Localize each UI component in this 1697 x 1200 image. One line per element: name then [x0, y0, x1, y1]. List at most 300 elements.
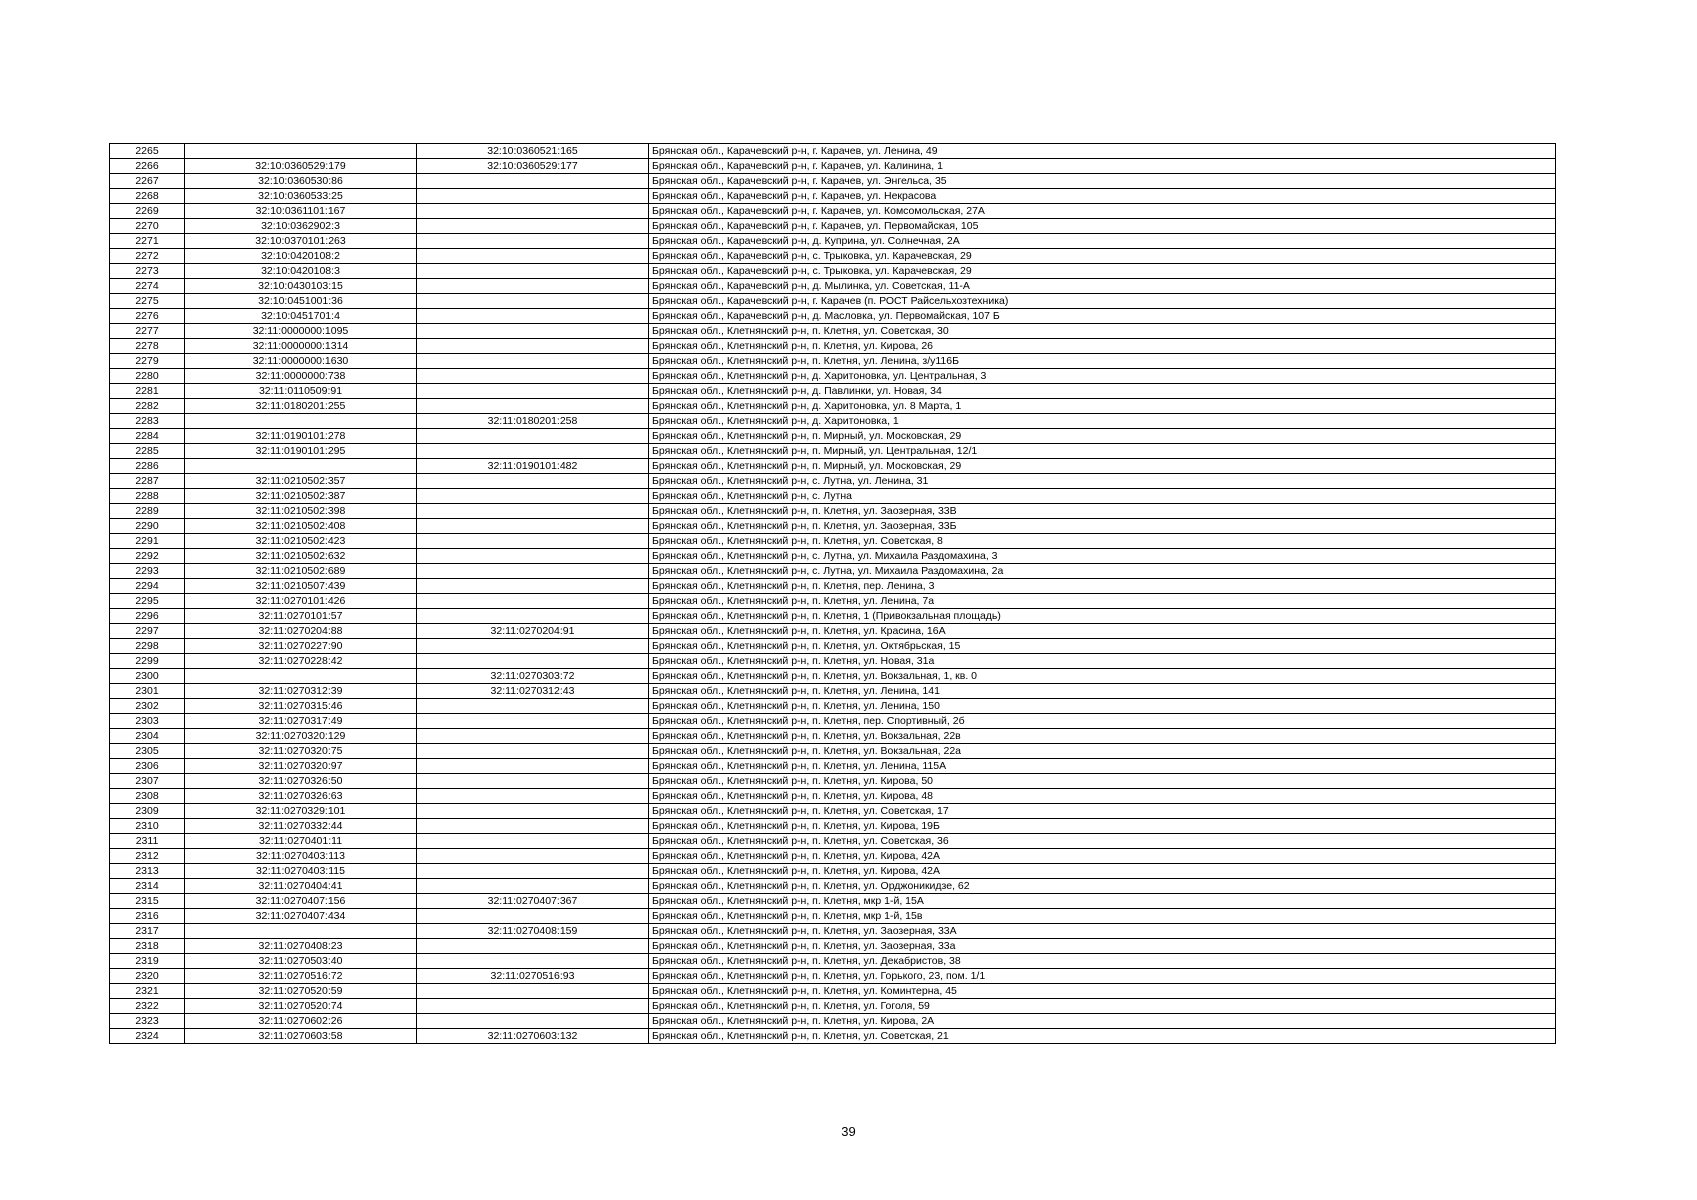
land-cadastral-number-cell: 32:11:0210502:408 — [185, 519, 417, 534]
row-number-cell: 2272 — [110, 249, 185, 264]
table-row — [110, 819, 1556, 834]
row-number-cell: 2276 — [110, 309, 185, 324]
land-cadastral-number-cell: 32:11:0270332:44 — [185, 819, 417, 834]
address-cell: Брянская обл., Карачевский р-н, г. Карачев, ул. Комсомольская, 27А — [649, 204, 1556, 219]
row-number-cell: 2302 — [110, 699, 185, 714]
building-cadastral-number-cell — [417, 639, 649, 654]
table-row — [110, 249, 1556, 264]
row-number-cell: 2280 — [110, 369, 185, 384]
address-cell: Брянская обл., Клетнянский р-н, п. Клетня, ул. Ленина, 141 — [649, 684, 1556, 699]
table-row — [110, 309, 1556, 324]
row-number-cell: 2283 — [110, 414, 185, 429]
land-cadastral-number-cell: 32:11:0270317:49 — [185, 714, 417, 729]
table-row — [110, 459, 1556, 474]
table-row — [110, 1014, 1556, 1029]
table-row — [110, 789, 1556, 804]
table-row — [110, 684, 1556, 699]
address-cell: Брянская обл., Клетнянский р-н, п. Клетня, ул. Орджоникидзе, 62 — [649, 879, 1556, 894]
table-row — [110, 654, 1556, 669]
table-row — [110, 264, 1556, 279]
table-row — [110, 834, 1556, 849]
land-cadastral-number-cell: 32:10:0361101:167 — [185, 204, 417, 219]
table-row — [110, 219, 1556, 234]
building-cadastral-number-cell — [417, 549, 649, 564]
row-number-cell: 2278 — [110, 339, 185, 354]
land-cadastral-number-cell: 32:11:0270101:426 — [185, 594, 417, 609]
table-row — [110, 189, 1556, 204]
address-cell: Брянская обл., Клетнянский р-н, п. Клетня, ул. Кирова, 42А — [649, 864, 1556, 879]
building-cadastral-number-cell — [417, 519, 649, 534]
land-cadastral-number-cell: 32:11:0270404:41 — [185, 879, 417, 894]
row-number-cell: 2316 — [110, 909, 185, 924]
building-cadastral-number-cell — [417, 204, 649, 219]
address-cell: Брянская обл., Клетнянский р-н, п. Клетня, ул. Кирова, 26 — [649, 339, 1556, 354]
row-number-cell: 2315 — [110, 894, 185, 909]
row-number-cell: 2286 — [110, 459, 185, 474]
address-cell: Брянская обл., Клетнянский р-н, п. Клетня, ул. Горького, 23, пом. 1/1 — [649, 969, 1556, 984]
row-number-cell: 2285 — [110, 444, 185, 459]
land-cadastral-number-cell: 32:11:0270403:115 — [185, 864, 417, 879]
building-cadastral-number-cell — [417, 759, 649, 774]
land-cadastral-number-cell: 32:11:0180201:255 — [185, 399, 417, 414]
address-cell: Брянская обл., Клетнянский р-н, д. Харитоновка, 1 — [649, 414, 1556, 429]
row-number-cell: 2271 — [110, 234, 185, 249]
table-row — [110, 549, 1556, 564]
building-cadastral-number-cell: 32:10:0360521:165 — [417, 144, 649, 159]
table-row — [110, 444, 1556, 459]
building-cadastral-number-cell — [417, 429, 649, 444]
table-row — [110, 864, 1556, 879]
land-cadastral-number-cell: 32:10:0451701:4 — [185, 309, 417, 324]
address-cell: Брянская обл., Клетнянский р-н, п. Клетня, ул. Кирова, 48 — [649, 789, 1556, 804]
building-cadastral-number-cell — [417, 744, 649, 759]
address-cell: Брянская обл., Клетнянский р-н, п. Мирный, ул. Центральная, 12/1 — [649, 444, 1556, 459]
table-row — [110, 489, 1556, 504]
building-cadastral-number-cell — [417, 534, 649, 549]
address-cell: Брянская обл., Карачевский р-н, г. Карачев (п. РОСТ Райсельхозтехника) — [649, 294, 1556, 309]
row-number-cell: 2314 — [110, 879, 185, 894]
row-number-cell: 2293 — [110, 564, 185, 579]
land-cadastral-number-cell: 32:10:0420108:3 — [185, 264, 417, 279]
building-cadastral-number-cell: 32:11:0270303:72 — [417, 669, 649, 684]
building-cadastral-number-cell — [417, 339, 649, 354]
address-cell: Брянская обл., Карачевский р-н, д. Мылинка, ул. Советская, 11-А — [649, 279, 1556, 294]
address-cell: Брянская обл., Клетнянский р-н, п. Клетня, мкр 1-й, 15А — [649, 894, 1556, 909]
land-cadastral-number-cell: 32:11:0270329:101 — [185, 804, 417, 819]
land-cadastral-number-cell: 32:11:0000000:1314 — [185, 339, 417, 354]
building-cadastral-number-cell — [417, 309, 649, 324]
address-cell: Брянская обл., Клетнянский р-н, п. Клетня, ул. Советская, 30 — [649, 324, 1556, 339]
land-cadastral-number-cell: 32:11:0270101:57 — [185, 609, 417, 624]
building-cadastral-number-cell — [417, 324, 649, 339]
address-cell: Брянская обл., Клетнянский р-н, с. Лутна — [649, 489, 1556, 504]
land-cadastral-number-cell: 32:11:0270503:40 — [185, 954, 417, 969]
land-cadastral-number-cell: 32:11:0270408:23 — [185, 939, 417, 954]
table-row — [110, 519, 1556, 534]
table-row — [110, 699, 1556, 714]
row-number-cell: 2318 — [110, 939, 185, 954]
table-row — [110, 954, 1556, 969]
building-cadastral-number-cell — [417, 279, 649, 294]
address-cell: Брянская обл., Клетнянский р-н, п. Клетня, ул. Ленина, 115А — [649, 759, 1556, 774]
address-cell: Брянская обл., Карачевский р-н, г. Карачев, ул. Калинина, 1 — [649, 159, 1556, 174]
address-cell: Брянская обл., Клетнянский р-н, д. Павлинки, ул. Новая, 34 — [649, 384, 1556, 399]
row-number-cell: 2320 — [110, 969, 185, 984]
table-row — [110, 999, 1556, 1014]
building-cadastral-number-cell — [417, 264, 649, 279]
address-cell: Брянская обл., Клетнянский р-н, п. Клетня, 1 (Привокзальная площадь) — [649, 609, 1556, 624]
land-cadastral-number-cell: 32:11:0270320:129 — [185, 729, 417, 744]
land-cadastral-number-cell: 32:11:0270403:113 — [185, 849, 417, 864]
land-cadastral-number-cell: 32:11:0270315:46 — [185, 699, 417, 714]
row-number-cell: 2296 — [110, 609, 185, 624]
building-cadastral-number-cell — [417, 384, 649, 399]
land-cadastral-number-cell: 32:11:0270326:50 — [185, 774, 417, 789]
row-number-cell: 2277 — [110, 324, 185, 339]
building-cadastral-number-cell: 32:10:0360529:177 — [417, 159, 649, 174]
building-cadastral-number-cell — [417, 234, 649, 249]
row-number-cell: 2310 — [110, 819, 185, 834]
address-cell: Брянская обл., Карачевский р-н, г. Карачев, ул. Первомайская, 105 — [649, 219, 1556, 234]
table-row — [110, 894, 1556, 909]
row-number-cell: 2313 — [110, 864, 185, 879]
row-number-cell: 2267 — [110, 174, 185, 189]
land-cadastral-number-cell: 32:11:0270516:72 — [185, 969, 417, 984]
land-cadastral-number-cell: 32:10:0360529:179 — [185, 159, 417, 174]
row-number-cell: 2273 — [110, 264, 185, 279]
address-cell: Брянская обл., Клетнянский р-н, п. Клетня, ул. Заозерная, 33Б — [649, 519, 1556, 534]
address-cell: Брянская обл., Клетнянский р-н, п. Клетня, ул. Вокзальная, 22а — [649, 744, 1556, 759]
table-row — [110, 1029, 1556, 1044]
building-cadastral-number-cell — [417, 774, 649, 789]
row-number-cell: 2269 — [110, 204, 185, 219]
row-number-cell: 2287 — [110, 474, 185, 489]
table-row — [110, 384, 1556, 399]
row-number-cell: 2279 — [110, 354, 185, 369]
table-row — [110, 669, 1556, 684]
land-cadastral-number-cell — [185, 459, 417, 474]
land-cadastral-number-cell: 32:11:0210502:689 — [185, 564, 417, 579]
building-cadastral-number-cell — [417, 954, 649, 969]
address-cell: Брянская обл., Клетнянский р-н, п. Клетня, ул. Коминтерна, 45 — [649, 984, 1556, 999]
address-cell: Брянская обл., Клетнянский р-н, п. Клетня, ул. Советская, 21 — [649, 1029, 1556, 1044]
table-row — [110, 804, 1556, 819]
land-cadastral-number-cell: 32:11:0270407:156 — [185, 894, 417, 909]
land-cadastral-number-cell: 32:10:0420108:2 — [185, 249, 417, 264]
row-number-cell: 2323 — [110, 1014, 185, 1029]
building-cadastral-number-cell — [417, 1014, 649, 1029]
building-cadastral-number-cell — [417, 594, 649, 609]
row-number-cell: 2321 — [110, 984, 185, 999]
page-number: 39 — [841, 1124, 856, 1139]
address-cell: Брянская обл., Клетнянский р-н, с. Лутна, ул. Михаила Раздомахина, 3 — [649, 549, 1556, 564]
address-cell: Брянская обл., Клетнянский р-н, п. Мирный, ул. Московская, 29 — [649, 429, 1556, 444]
building-cadastral-number-cell — [417, 579, 649, 594]
row-number-cell: 2291 — [110, 534, 185, 549]
table-row — [110, 609, 1556, 624]
address-cell: Брянская обл., Клетнянский р-н, п. Клетня, ул. Ленина, з/у116Б — [649, 354, 1556, 369]
address-cell: Брянская обл., Клетнянский р-н, п. Клетня, ул. Кирова, 50 — [649, 774, 1556, 789]
row-number-cell: 2307 — [110, 774, 185, 789]
building-cadastral-number-cell: 32:11:0180201:258 — [417, 414, 649, 429]
row-number-cell: 2301 — [110, 684, 185, 699]
building-cadastral-number-cell — [417, 219, 649, 234]
table-row — [110, 414, 1556, 429]
land-cadastral-number-cell: 32:10:0360530:86 — [185, 174, 417, 189]
land-cadastral-number-cell: 32:11:0000000:1095 — [185, 324, 417, 339]
land-cadastral-number-cell: 32:11:0270320:75 — [185, 744, 417, 759]
address-cell: Брянская обл., Клетнянский р-н, п. Клетня, пер. Ленина, 3 — [649, 579, 1556, 594]
table-row — [110, 234, 1556, 249]
address-cell: Брянская обл., Клетнянский р-н, п. Клетня, ул. Вокзальная, 1, кв. 0 — [649, 669, 1556, 684]
table-row — [110, 759, 1556, 774]
row-number-cell: 2299 — [110, 654, 185, 669]
building-cadastral-number-cell — [417, 504, 649, 519]
building-cadastral-number-cell — [417, 789, 649, 804]
land-cadastral-number-cell: 32:11:0270520:59 — [185, 984, 417, 999]
table-row — [110, 579, 1556, 594]
land-cadastral-number-cell: 32:10:0362902:3 — [185, 219, 417, 234]
building-cadastral-number-cell — [417, 174, 649, 189]
land-cadastral-number-cell: 32:10:0370101:263 — [185, 234, 417, 249]
row-number-cell: 2300 — [110, 669, 185, 684]
row-number-cell: 2284 — [110, 429, 185, 444]
address-cell: Брянская обл., Клетнянский р-н, п. Клетня, ул. Кирова, 19Б — [649, 819, 1556, 834]
table-row — [110, 939, 1556, 954]
table-row — [110, 354, 1556, 369]
land-cadastral-number-cell: 32:11:0270602:26 — [185, 1014, 417, 1029]
address-cell: Брянская обл., Клетнянский р-н, п. Клетня, ул. Красина, 16А — [649, 624, 1556, 639]
row-number-cell: 2306 — [110, 759, 185, 774]
address-cell: Брянская обл., Клетнянский р-н, с. Лутна, ул. Михаила Раздомахина, 2а — [649, 564, 1556, 579]
land-cadastral-number-cell: 32:11:0210502:398 — [185, 504, 417, 519]
land-cadastral-number-cell: 32:11:0270603:58 — [185, 1029, 417, 1044]
building-cadastral-number-cell — [417, 444, 649, 459]
row-number-cell: 2311 — [110, 834, 185, 849]
table-row — [110, 909, 1556, 924]
table-row — [110, 474, 1556, 489]
building-cadastral-number-cell: 32:11:0270312:43 — [417, 684, 649, 699]
building-cadastral-number-cell — [417, 804, 649, 819]
land-cadastral-number-cell: 32:11:0190101:295 — [185, 444, 417, 459]
land-cadastral-number-cell: 32:11:0210502:387 — [185, 489, 417, 504]
building-cadastral-number-cell — [417, 834, 649, 849]
building-cadastral-number-cell — [417, 909, 649, 924]
table-row — [110, 324, 1556, 339]
table-row — [110, 774, 1556, 789]
land-cadastral-number-cell: 32:11:0110509:91 — [185, 384, 417, 399]
table-row — [110, 174, 1556, 189]
land-cadastral-number-cell: 32:10:0451001:36 — [185, 294, 417, 309]
building-cadastral-number-cell — [417, 819, 649, 834]
building-cadastral-number-cell — [417, 879, 649, 894]
land-cadastral-number-cell — [185, 669, 417, 684]
building-cadastral-number-cell: 32:11:0270603:132 — [417, 1029, 649, 1044]
building-cadastral-number-cell — [417, 564, 649, 579]
table-row — [110, 729, 1556, 744]
row-number-cell: 2289 — [110, 504, 185, 519]
building-cadastral-number-cell — [417, 939, 649, 954]
table-row — [110, 969, 1556, 984]
land-cadastral-number-cell: 32:11:0000000:1630 — [185, 354, 417, 369]
land-cadastral-number-cell — [185, 924, 417, 939]
building-cadastral-number-cell — [417, 354, 649, 369]
land-cadastral-number-cell — [185, 144, 417, 159]
row-number-cell: 2295 — [110, 594, 185, 609]
address-cell: Брянская обл., Клетнянский р-н, д. Харитоновка, ул. 8 Марта, 1 — [649, 399, 1556, 414]
address-cell: Брянская обл., Клетнянский р-н, п. Клетня, мкр 1-й, 15в — [649, 909, 1556, 924]
table-row — [110, 594, 1556, 609]
address-cell: Брянская обл., Клетнянский р-н, п. Клетня, ул. Заозерная, 33В — [649, 504, 1556, 519]
land-cadastral-number-cell: 32:11:0270320:97 — [185, 759, 417, 774]
address-cell: Брянская обл., Клетнянский р-н, п. Клетня, ул. Заозерная, 33а — [649, 939, 1556, 954]
row-number-cell: 2274 — [110, 279, 185, 294]
building-cadastral-number-cell — [417, 489, 649, 504]
building-cadastral-number-cell — [417, 654, 649, 669]
row-number-cell: 2266 — [110, 159, 185, 174]
address-cell: Брянская обл., Клетнянский р-н, п. Клетня, ул. Советская, 8 — [649, 534, 1556, 549]
row-number-cell: 2312 — [110, 849, 185, 864]
land-cadastral-number-cell: 32:11:0270228:42 — [185, 654, 417, 669]
table-row — [110, 279, 1556, 294]
address-cell: Брянская обл., Карачевский р-н, д. Масловка, ул. Первомайская, 107 Б — [649, 309, 1556, 324]
building-cadastral-number-cell: 32:11:0270407:367 — [417, 894, 649, 909]
address-cell: Брянская обл., Клетнянский р-н, п. Клетня, ул. Заозерная, 33А — [649, 924, 1556, 939]
building-cadastral-number-cell: 32:11:0270516:93 — [417, 969, 649, 984]
land-cadastral-number-cell: 32:10:0360533:25 — [185, 189, 417, 204]
row-number-cell: 2282 — [110, 399, 185, 414]
land-cadastral-number-cell: 32:10:0430103:15 — [185, 279, 417, 294]
row-number-cell: 2304 — [110, 729, 185, 744]
building-cadastral-number-cell — [417, 609, 649, 624]
address-cell: Брянская обл., Клетнянский р-н, п. Клетня, ул. Вокзальная, 22в — [649, 729, 1556, 744]
table-row — [110, 504, 1556, 519]
row-number-cell: 2270 — [110, 219, 185, 234]
address-cell: Брянская обл., Карачевский р-н, с. Трыковка, ул. Карачевская, 29 — [649, 249, 1556, 264]
row-number-cell: 2281 — [110, 384, 185, 399]
building-cadastral-number-cell — [417, 849, 649, 864]
row-number-cell: 2317 — [110, 924, 185, 939]
table-row — [110, 534, 1556, 549]
building-cadastral-number-cell: 32:11:0190101:482 — [417, 459, 649, 474]
building-cadastral-number-cell — [417, 369, 649, 384]
land-cadastral-number-cell: 32:11:0270407:434 — [185, 909, 417, 924]
land-cadastral-number-cell: 32:11:0210502:423 — [185, 534, 417, 549]
row-number-cell: 2322 — [110, 999, 185, 1014]
building-cadastral-number-cell — [417, 474, 649, 489]
building-cadastral-number-cell — [417, 249, 649, 264]
address-cell: Брянская обл., Карачевский р-н, г. Карачев, ул. Ленина, 49 — [649, 144, 1556, 159]
table-row — [110, 204, 1556, 219]
building-cadastral-number-cell — [417, 699, 649, 714]
address-cell: Брянская обл., Клетнянский р-н, п. Клетня, ул. Ленина, 7а — [649, 594, 1556, 609]
address-cell: Брянская обл., Клетнянский р-н, п. Клетня, пер. Спортивный, 2б — [649, 714, 1556, 729]
row-number-cell: 2319 — [110, 954, 185, 969]
address-cell: Брянская обл., Клетнянский р-н, п. Клетня, ул. Октябрьская, 15 — [649, 639, 1556, 654]
land-cadastral-number-cell: 32:11:0190101:278 — [185, 429, 417, 444]
table-row — [110, 294, 1556, 309]
land-cadastral-number-cell: 32:11:0270204:88 — [185, 624, 417, 639]
land-cadastral-number-cell: 32:11:0000000:738 — [185, 369, 417, 384]
row-number-cell: 2309 — [110, 804, 185, 819]
table-row — [110, 399, 1556, 414]
registry-table-body — [110, 144, 1556, 1044]
row-number-cell: 2290 — [110, 519, 185, 534]
building-cadastral-number-cell — [417, 984, 649, 999]
building-cadastral-number-cell: 32:11:0270204:91 — [417, 624, 649, 639]
land-cadastral-number-cell: 32:11:0210507:439 — [185, 579, 417, 594]
row-number-cell: 2324 — [110, 1029, 185, 1044]
address-cell: Брянская обл., Клетнянский р-н, п. Клетня, ул. Декабристов, 38 — [649, 954, 1556, 969]
table-row — [110, 984, 1556, 999]
row-number-cell: 2292 — [110, 549, 185, 564]
address-cell: Брянская обл., Клетнянский р-н, п. Клетня, ул. Советская, 36 — [649, 834, 1556, 849]
land-cadastral-number-cell: 32:11:0270326:63 — [185, 789, 417, 804]
address-cell: Брянская обл., Клетнянский р-н, с. Лутна, ул. Ленина, 31 — [649, 474, 1556, 489]
address-cell: Брянская обл., Клетнянский р-н, п. Мирный, ул. Московская, 29 — [649, 459, 1556, 474]
land-cadastral-number-cell: 32:11:0270401:11 — [185, 834, 417, 849]
table-row — [110, 924, 1556, 939]
table-row — [110, 369, 1556, 384]
row-number-cell: 2305 — [110, 744, 185, 759]
table-row — [110, 429, 1556, 444]
address-cell: Брянская обл., Клетнянский р-н, п. Клетня, ул. Новая, 31а — [649, 654, 1556, 669]
address-cell: Брянская обл., Клетнянский р-н, п. Клетня, ул. Кирова, 2А — [649, 1014, 1556, 1029]
land-cadastral-number-cell: 32:11:0270520:74 — [185, 999, 417, 1014]
row-number-cell: 2268 — [110, 189, 185, 204]
table-row — [110, 714, 1556, 729]
land-cadastral-number-cell: 32:11:0210502:357 — [185, 474, 417, 489]
row-number-cell: 2275 — [110, 294, 185, 309]
building-cadastral-number-cell — [417, 399, 649, 414]
building-cadastral-number-cell — [417, 714, 649, 729]
table-row — [110, 564, 1556, 579]
registry-table — [109, 143, 1556, 1044]
table-row — [110, 339, 1556, 354]
building-cadastral-number-cell — [417, 999, 649, 1014]
building-cadastral-number-cell — [417, 189, 649, 204]
table-row — [110, 744, 1556, 759]
row-number-cell: 2297 — [110, 624, 185, 639]
row-number-cell: 2308 — [110, 789, 185, 804]
address-cell: Брянская обл., Клетнянский р-н, п. Клетня, ул. Кирова, 42А — [649, 849, 1556, 864]
building-cadastral-number-cell: 32:11:0270408:159 — [417, 924, 649, 939]
table-row — [110, 624, 1556, 639]
building-cadastral-number-cell — [417, 729, 649, 744]
address-cell: Брянская обл., Клетнянский р-н, п. Клетня, ул. Гоголя, 59 — [649, 999, 1556, 1014]
land-cadastral-number-cell: 32:11:0270227:90 — [185, 639, 417, 654]
row-number-cell: 2294 — [110, 579, 185, 594]
land-cadastral-number-cell: 32:11:0210502:632 — [185, 549, 417, 564]
table-row — [110, 849, 1556, 864]
table-row — [110, 144, 1556, 159]
address-cell: Брянская обл., Клетнянский р-н, п. Клетня, ул. Ленина, 150 — [649, 699, 1556, 714]
land-cadastral-number-cell — [185, 414, 417, 429]
building-cadastral-number-cell — [417, 294, 649, 309]
address-cell: Брянская обл., Карачевский р-н, с. Трыковка, ул. Карачевская, 29 — [649, 264, 1556, 279]
address-cell: Брянская обл., Клетнянский р-н, п. Клетня, ул. Советская, 17 — [649, 804, 1556, 819]
land-cadastral-number-cell: 32:11:0270312:39 — [185, 684, 417, 699]
address-cell: Брянская обл., Клетнянский р-н, д. Харитоновка, ул. Центральная, 3 — [649, 369, 1556, 384]
table-row — [110, 159, 1556, 174]
table-row — [110, 639, 1556, 654]
row-number-cell: 2288 — [110, 489, 185, 504]
row-number-cell: 2265 — [110, 144, 185, 159]
building-cadastral-number-cell — [417, 864, 649, 879]
address-cell: Брянская обл., Карачевский р-н, г. Карачев, ул. Некрасова — [649, 189, 1556, 204]
row-number-cell: 2303 — [110, 714, 185, 729]
table-row — [110, 879, 1556, 894]
